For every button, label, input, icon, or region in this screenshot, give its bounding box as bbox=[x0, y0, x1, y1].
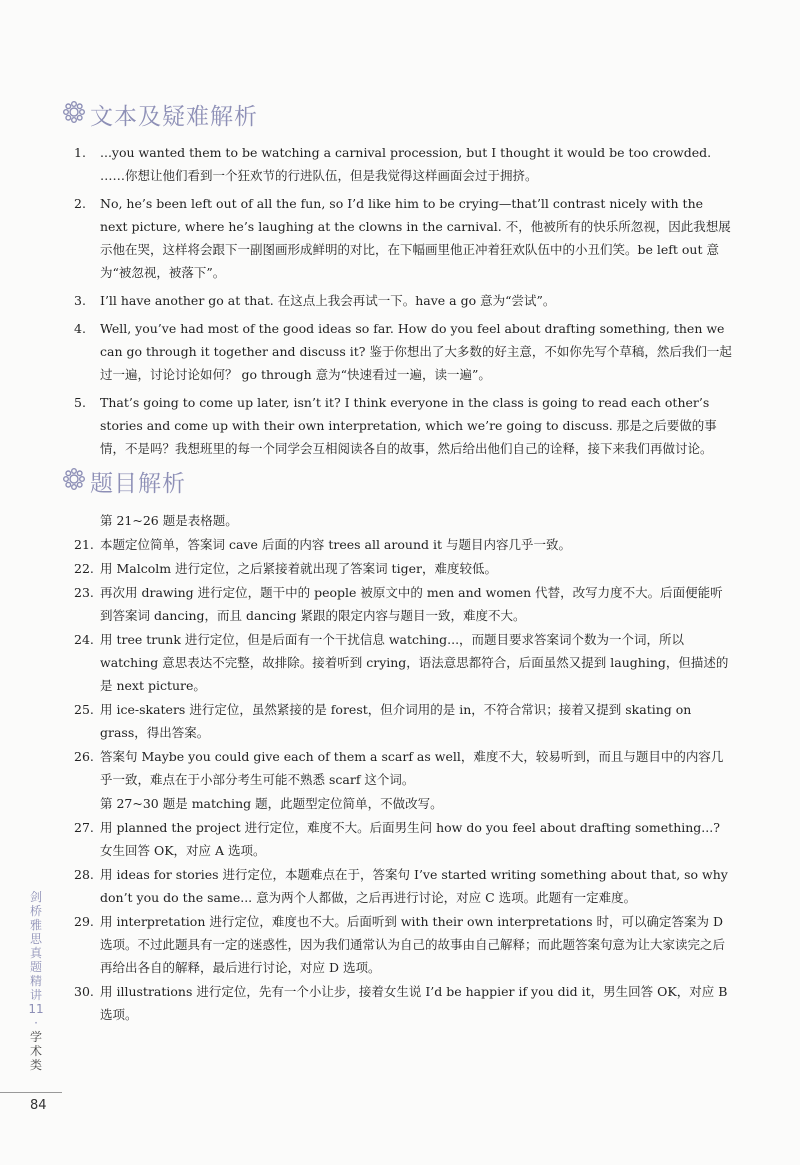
list-item: 5. That’s going to come up later, isn’t it? I think everyone in the class is going to read each other’s stories and come up with their own interpretation, which we’re going to discuss. 那是之后要做的事情，不是吗？我想班里的每一个同学会互相阅读各自的故事，然后给出他们自己的诠释，接下来我们再做讨论。 bbox=[74, 395, 717, 456]
group-intro: 第 21~26 题是表格题。 bbox=[100, 513, 238, 528]
section-title: 题目解析 bbox=[90, 471, 186, 497]
section-title: 文本及疑难解析 bbox=[90, 104, 258, 130]
separator-dot: · bbox=[34, 1016, 38, 1030]
list-item: 27. 用 planned the project 进行定位，难度不大。后面男生问 how do you feel about drafting something...? 女生回答 OK，对应 A 选项。 bbox=[74, 820, 720, 858]
group-intro: 第 27~30 题是 matching 题，此题型定位简单，不做改写。 bbox=[100, 796, 443, 811]
list-item: 29. 用 interpretation 进行定位，难度也不大。后面听到 with their own interpretations 时，可以确定答案为 D 选项。不过此题具有一定的迷惑性，因为我们通常认为自己的故事由自己解释；而此题答案句意为让大家读完之后再给出各自的解释，最后进行讨论，对应 D 选项。 bbox=[74, 914, 726, 975]
page-number: 84 bbox=[30, 1098, 47, 1113]
list-item: 24. 用 tree trunk 进行定位，但是后面有一个干扰信息 watching...，而题目要求答案词个数为一个词，所以 watching 意思表达不完整，故排除。接着听到 crying，语法意思都符合，后面虽然又提到 laughing，但描述的是 next picture。 bbox=[74, 632, 729, 693]
list-item: 28. 用 ideas for stories 进行定位，本题难点在于，答案句 I’ve started writing something about that, so why don’t you do the same... 意为两个人都做，之后再进行讨论，对应 C 选项。此题有一定难度。 bbox=[74, 867, 728, 905]
category-label: 学术类 bbox=[29, 1030, 42, 1072]
book-title: 剑桥雅思真题精讲11 bbox=[28, 890, 44, 1016]
list-item: 23. 再次用 drawing 进行定位，题干中的 people 被原文中的 men and women 代替，改写力度不大。后面便能听到答案词 dancing，而且 dancing 紧跟的限定内容与题目一致，难度不大。 bbox=[74, 585, 723, 623]
question-analysis-list bbox=[74, 509, 734, 1027]
side-book-label bbox=[28, 890, 44, 1072]
text-analysis-list bbox=[74, 141, 734, 465]
page-number-rule bbox=[0, 1092, 62, 1093]
list-item: 4. Well, you’ve had most of the good ideas so far. How do you feel about drafting something, then we can go through it together and discuss it? 鉴于你想出了大多数的好主意，不如你先写个草稿，然后我们一起过一遍，讨论讨论如何？ go through 意为“快速看过一遍，读一遍”。 bbox=[74, 321, 732, 382]
list-item: 3. I’ll have another go at that. 在这点上我会再试一下。have a go 意为“尝试”。 bbox=[74, 293, 556, 308]
list-item: 25. 用 ice-skaters 进行定位，虽然紧接的是 forest，但介词用的是 in，不符合常识；接着又提到 skating on grass，得出答案。 bbox=[74, 702, 692, 740]
list-item: 30. 用 illustrations 进行定位，先有一个小让步，接着女生说 I’d be happier if you did it，男生回答 OK，对应 B 选项。 bbox=[74, 984, 728, 1022]
section-heading-question-analysis bbox=[62, 465, 186, 498]
list-item: 21. 本题定位简单，答案词 cave 后面的内容 trees all around it 与题目内容几乎一致。 bbox=[74, 537, 571, 552]
list-item: 26. 答案句 Maybe you could give each of them a scarf as well，难度不大，较易听到，而且与题目中的内容几乎一致，难点在于小部分考生可能不熟悉 scarf 这个词。 bbox=[74, 749, 724, 787]
gear-flower-icon bbox=[62, 100, 90, 130]
list-item: 2. No, he’s been left out of all the fun, so I’d like him to be crying—that’ll contrast nicely with the next picture, where he’s laughing at the clowns in the carnival. 不，他被所有的快乐所忽视，因此我想展示他在哭，这样将会跟下一副图画形成鲜明的对比，在下幅画里他正冲着狂欢队伍中的小丑们笑。be left out 意为“被忽视，被落下”。 bbox=[74, 196, 731, 280]
list-item: 22. 用 Malcolm 进行定位，之后紧接着就出现了答案词 tiger，难度较低。 bbox=[74, 561, 497, 576]
section-heading-text-analysis bbox=[62, 98, 258, 131]
list-item: 1. ...you wanted them to be watching a carnival procession, but I thought it would be too crowded. ……你想让他们看到一个狂欢节的行进队伍，但是我觉得这样画面会过于拥挤。 bbox=[74, 145, 712, 183]
gear-flower-icon bbox=[62, 467, 90, 497]
